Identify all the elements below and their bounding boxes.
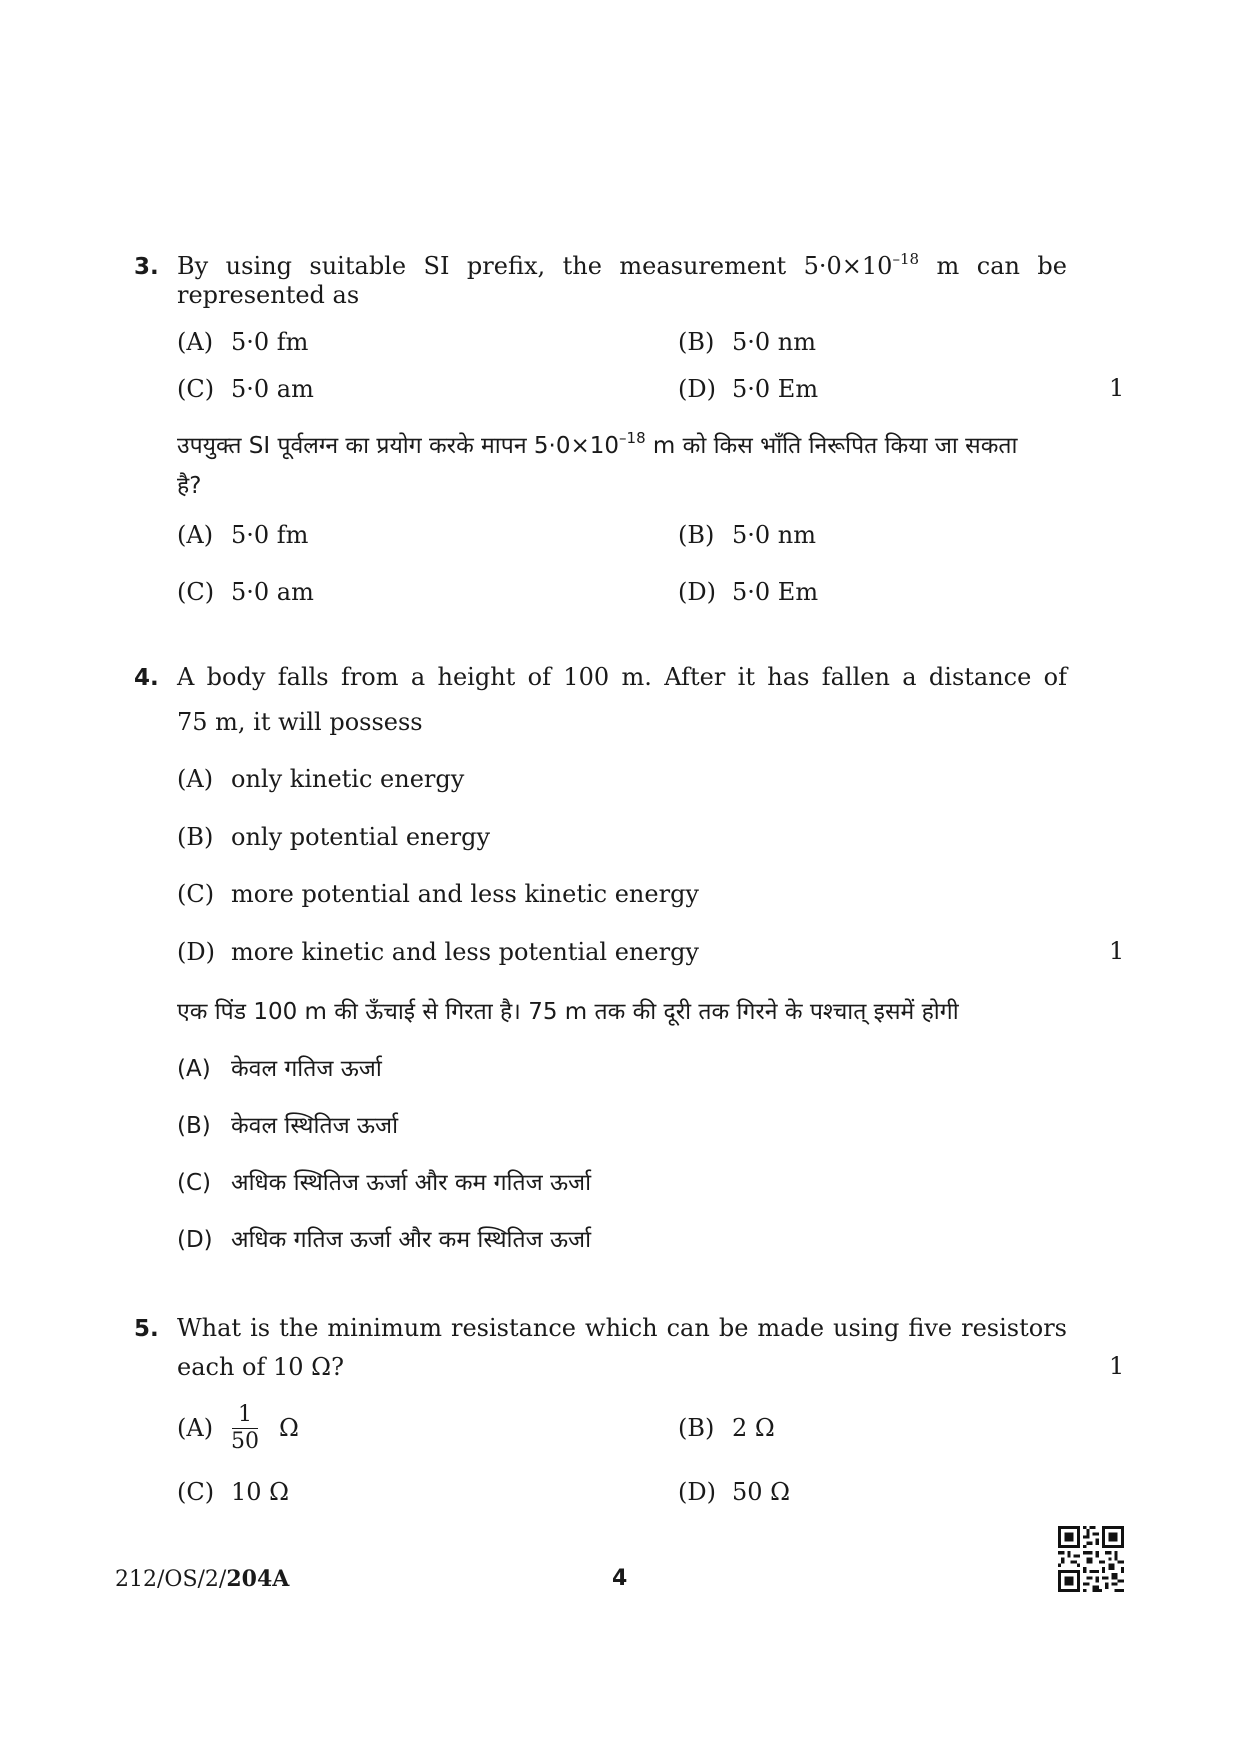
question-5-number: 5. bbox=[134, 1316, 159, 1342]
q4-option-c: (C) more potential and less kinetic energy bbox=[177, 880, 699, 908]
q4-hindi-option-a: (A) केवल गतिज ऊर्जा bbox=[177, 1056, 382, 1082]
q4-hindi-option-b: (B) केवल स्थितिज ऊर्जा bbox=[177, 1113, 399, 1139]
q3-option-b: (B) 5·0 nm bbox=[678, 328, 817, 356]
question-3-number: 3. bbox=[134, 254, 159, 280]
question-4-stem-line1: A body falls from a height of 100 m. After it has fallen a distance of bbox=[177, 663, 1067, 691]
paper-code: 212/OS/2/204A bbox=[115, 1566, 290, 1592]
question-5-stem-line2: each of 10 Ω? bbox=[177, 1353, 344, 1381]
question-4-number: 4. bbox=[134, 665, 159, 691]
q4-marks: 1 bbox=[1109, 937, 1125, 965]
q3-option-a: (A) 5·0 fm bbox=[177, 328, 309, 356]
q4-option-d: (D) more kinetic and less potential energy bbox=[177, 938, 699, 966]
page-number: 4 bbox=[612, 1566, 628, 1591]
q3-hindi-stem-line1: उपयुक्त SI पूर्वलग्न का प्रयोग करके मापन $5\cdot 0\times 10^{-18}$ m को किस भाँति निरूपित किया जा सकता bbox=[177, 429, 1018, 459]
q5-option-b: (B) 2 Ω bbox=[678, 1414, 775, 1442]
q4-hindi-option-d: (D) अधिक गतिज ऊर्जा और कम स्थितिज ऊर्जा bbox=[177, 1227, 592, 1253]
q3-hindi-option-c: (C) 5·0 am bbox=[177, 578, 314, 606]
q5-option-a: (A) $\frac{1}{50}$ Ω bbox=[177, 1401, 299, 1454]
question-5-stem-line1: What is the minimum resistance which can be made using five resistors bbox=[177, 1314, 1067, 1342]
q4-hindi-stem: एक पिंड 100 m की ऊँचाई से गिरता है। 75 m तक की दूरी तक गिरने के पश्चात् इसमें होगी bbox=[177, 999, 959, 1025]
q5-marks: 1 bbox=[1109, 1352, 1125, 1380]
q3-hindi-option-a: (A) 5·0 fm bbox=[177, 521, 309, 549]
q3-marks: 1 bbox=[1109, 374, 1125, 402]
q3-hindi-stem-line2: है? bbox=[177, 473, 202, 499]
q3-hindi-option-d: (D) 5·0 Em bbox=[678, 578, 819, 606]
question-3-stem-line2: represented as bbox=[177, 281, 360, 309]
q3-hindi-option-b: (B) 5·0 nm bbox=[678, 521, 817, 549]
q3-option-d: (D) 5·0 Em bbox=[678, 375, 819, 403]
q4-option-a: (A) only kinetic energy bbox=[177, 765, 465, 793]
q4-hindi-option-c: (C) अधिक स्थितिज ऊर्जा और कम गतिज ऊर्जा bbox=[177, 1170, 592, 1196]
question-3-stem-line1: By using suitable SI prefix, the measurement $5\cdot 0\times 10^{-18}$ m can be bbox=[177, 250, 1067, 280]
question-4-stem-line2: 75 m, it will possess bbox=[177, 708, 423, 736]
q3-option-c: (C) 5·0 am bbox=[177, 375, 314, 403]
q5-option-c: (C) 10 Ω bbox=[177, 1478, 290, 1506]
q5-option-d: (D) 50 Ω bbox=[678, 1478, 791, 1506]
q5-option-a-fraction: $\frac{1}{50}$ bbox=[231, 1401, 259, 1454]
q4-option-b: (B) only potential energy bbox=[177, 823, 491, 851]
qr-code-icon bbox=[1058, 1526, 1124, 1592]
